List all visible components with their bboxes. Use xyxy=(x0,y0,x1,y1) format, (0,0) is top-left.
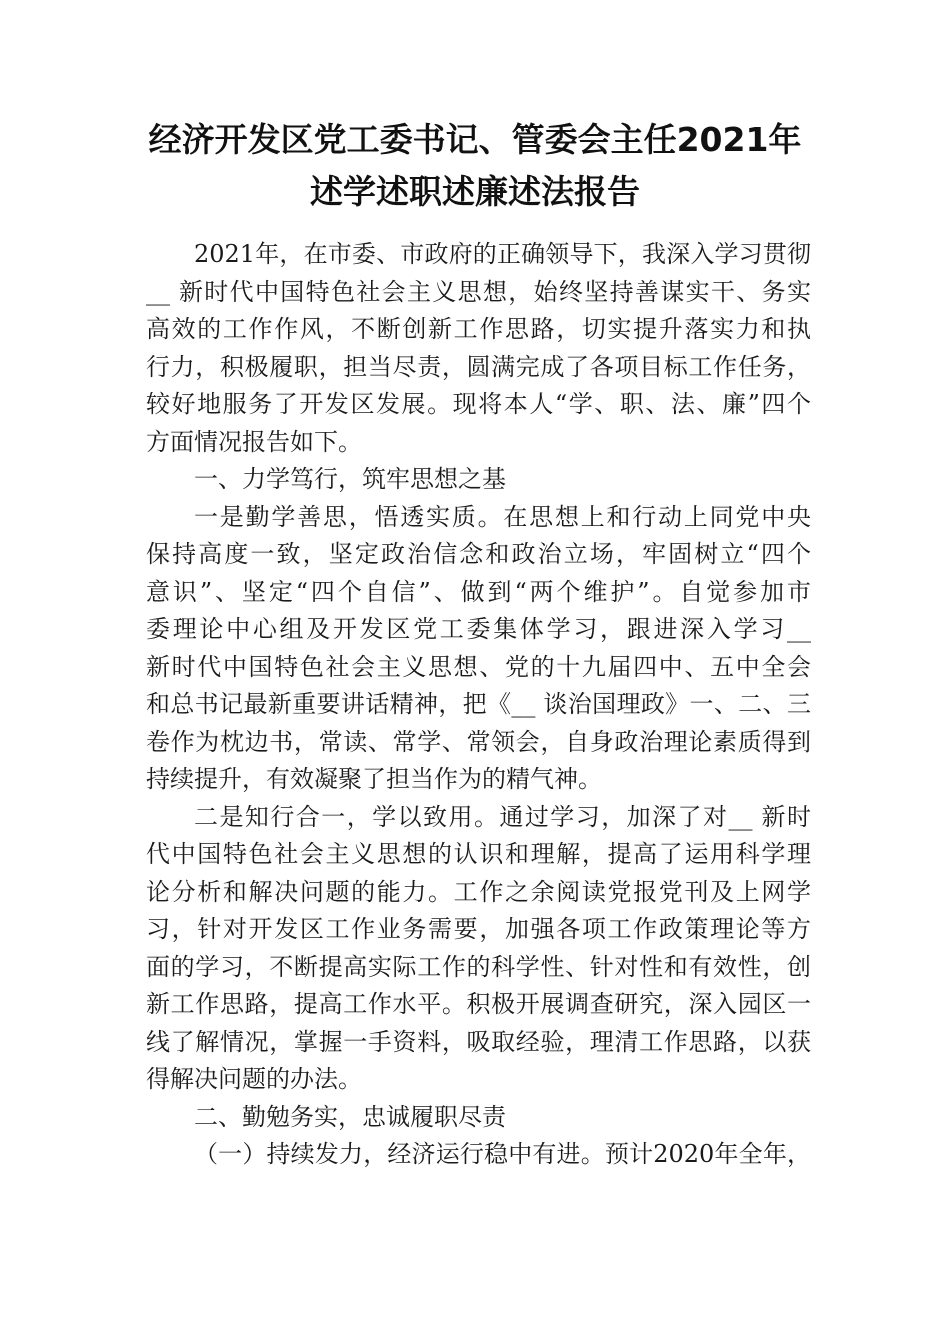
section-heading-2: 二、勤勉务实，忠诚履职尽责 xyxy=(194,1102,506,1131)
body-line: 论分析和解决问题的能力。工作之余阅读党报党刊及上网学 xyxy=(146,877,811,906)
body-line: 保持高度一致，坚定政治信念和政治立场，牢固树立“四个 xyxy=(146,540,811,568)
body-line: 二是知行合一，学以致用。通过学习，加深了对__ 新时 xyxy=(194,802,811,831)
body-line: 行力，积极履职，担当尽责，圆满完成了各项目标工作任务， xyxy=(146,352,811,381)
body-line: 意识”、坚定“四个自信”、做到“两个维护”。自觉参加市 xyxy=(146,577,811,606)
body-line: 方面情况报告如下。 xyxy=(146,427,362,456)
body-line: 高效的工作作风，不断创新工作思路，切实提升落实力和执 xyxy=(146,315,811,343)
body-line: 习，针对开发区工作业务需要，加强各项工作政策理论等方 xyxy=(146,915,811,943)
body-line: 一是勤学善思，悟透实质。在思想上和行动上同党中央 xyxy=(194,502,811,531)
body-line: 卷作为枕边书，常读、常学、常领会，自身政治理论素质得到 xyxy=(146,727,811,756)
body-line: 和总书记最新重要讲话精神，把《__ 谈治国理政》一、二、三 xyxy=(146,690,811,718)
document-title-line-2: 述学述职述廉述法报告 xyxy=(310,172,640,211)
body-line: 面的学习，不断提高实际工作的科学性、针对性和有效性，创 xyxy=(146,952,811,981)
document-body xyxy=(146,236,811,1174)
body-line: 2021年，在市委、市政府的正确领导下，我深入学习贯彻 xyxy=(194,240,811,268)
section-heading-1: 一、力学笃行，筑牢思想之基 xyxy=(194,465,506,493)
body-line: __ 新时代中国特色社会主义思想，始终坚持善谋实干、务实 xyxy=(146,277,811,306)
body-line: 得解决问题的办法。 xyxy=(146,1065,362,1093)
body-line: 委理论中心组及开发区党工委集体学习，跟进深入学习__ xyxy=(146,615,811,643)
body-line: 新工作思路，提高工作水平。积极开展调查研究，深入园区一 xyxy=(146,990,811,1018)
body-line: 较好地服务了开发区发展。现将本人“学、职、法、廉”四个 xyxy=(146,390,811,418)
body-line: 新时代中国特色社会主义思想、党的十九届四中、五中全会 xyxy=(146,652,811,681)
body-line: （一）持续发力，经济运行稳中有进。预计2020年全年， xyxy=(194,1140,811,1168)
body-line: 代中国特色社会主义思想的认识和理解，提高了运用科学理 xyxy=(146,840,811,868)
document-title-line-1: 经济开发区党工委书记、管委会主任2021年 xyxy=(148,120,802,159)
body-line: 持续提升，有效凝聚了担当作为的精气神。 xyxy=(146,765,602,793)
body-line: 线了解情况，掌握一手资料，吸取经验，理清工作思路，以获 xyxy=(146,1027,811,1056)
